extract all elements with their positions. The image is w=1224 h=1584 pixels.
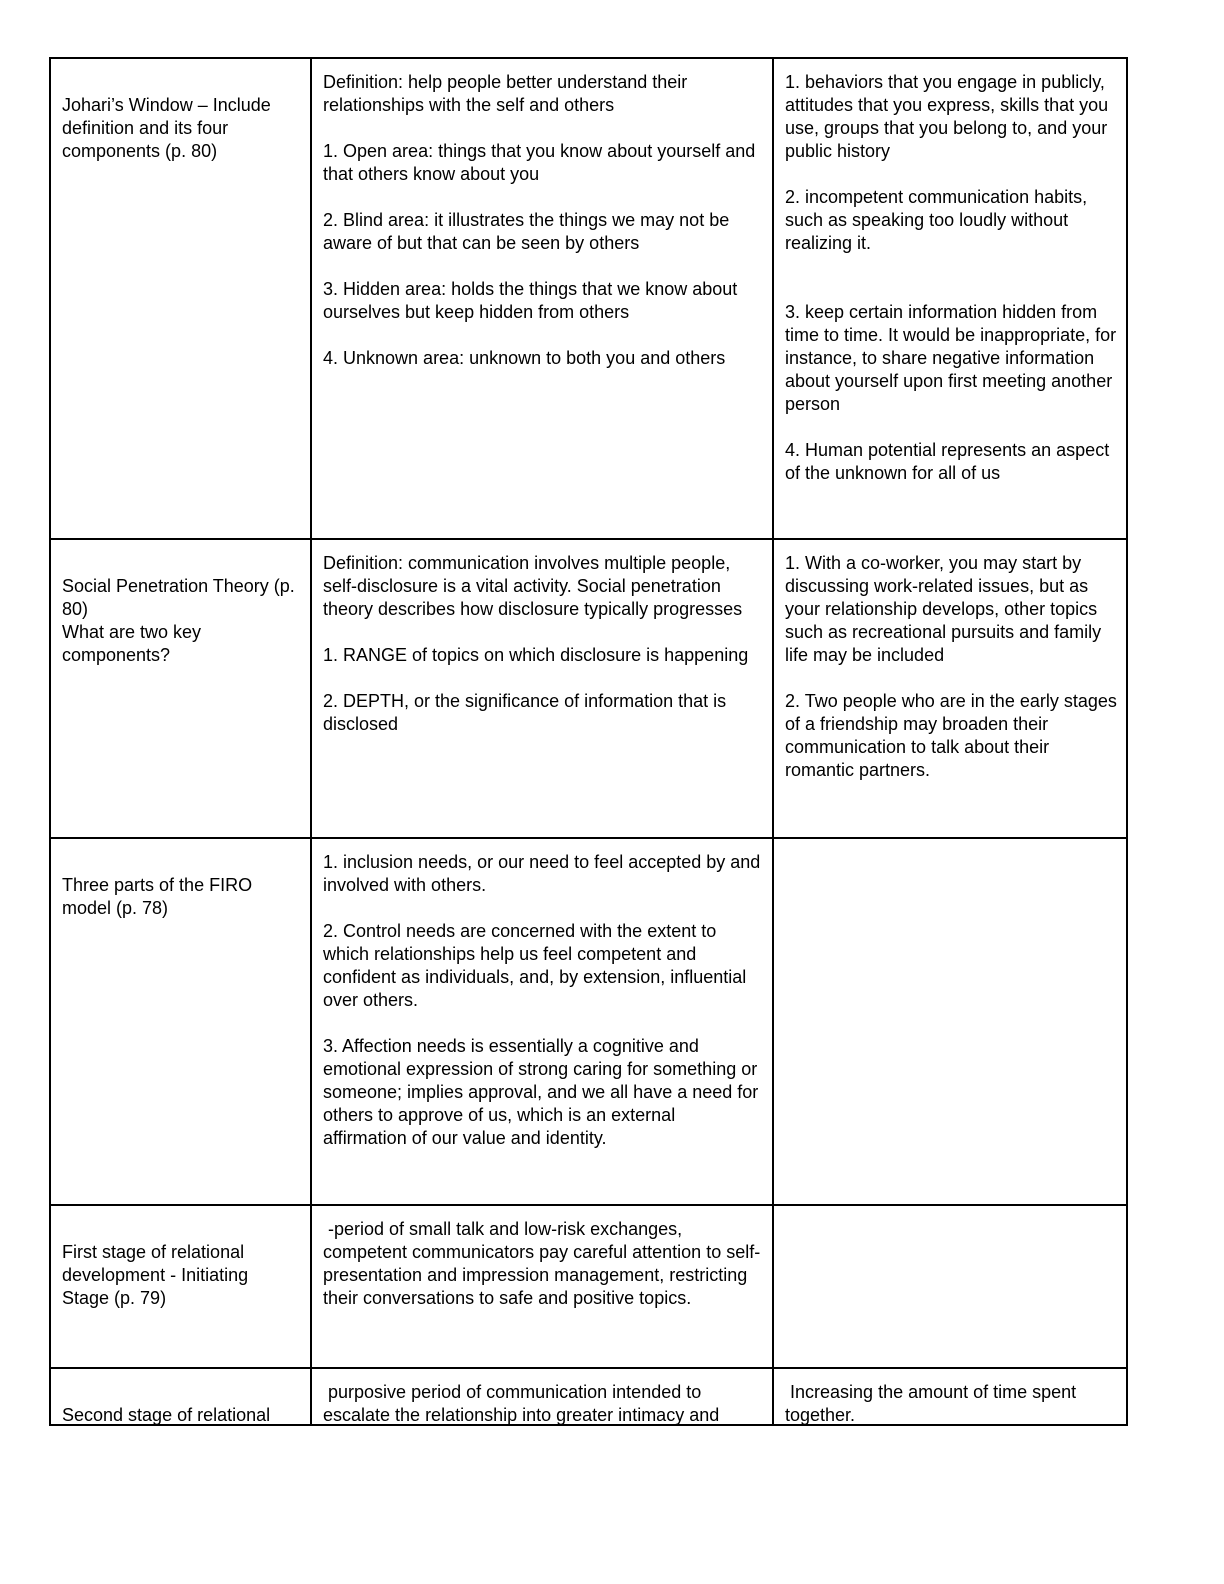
topic-cell bbox=[51, 1369, 310, 1426]
cell-paragraph: Johari’s Window – Include definition and its four components (p. 80) bbox=[62, 95, 276, 161]
table-row bbox=[51, 540, 1126, 839]
blank-line bbox=[785, 278, 1118, 301]
definition-cell bbox=[310, 1369, 772, 1426]
cell-paragraph: 1. With a co-worker, you may start by discussing work-related issues, but as your relationship develops, other topics such as recreational pursuits and family life may be included bbox=[785, 553, 1107, 665]
table-row bbox=[51, 839, 1126, 1206]
cell-paragraph: 2. Two people who are in the early stages of a friendship may broaden their communication to talk about their romantic partners. bbox=[785, 691, 1122, 780]
blank-line bbox=[62, 851, 300, 874]
cell-paragraph: Social Penetration Theory (p. 80) bbox=[62, 576, 300, 619]
cell-paragraph: -period of small talk and low-risk exchanges, competent communicators pay careful attention to self-presentation and impression management, restricting their conversations to safe and positive topics. bbox=[323, 1219, 761, 1308]
definition-cell bbox=[310, 839, 772, 1204]
example-cell bbox=[772, 540, 1126, 837]
cell-paragraph: 1. RANGE of topics on which disclosure is happening bbox=[323, 645, 749, 665]
blank-line bbox=[785, 255, 1118, 278]
example-cell bbox=[772, 59, 1126, 538]
blank-line bbox=[62, 552, 300, 575]
cell-paragraph: 2. Control needs are concerned with the extent to which relationships help us feel competent and confident as individuals, and, by extension, influential over others. bbox=[323, 921, 752, 1010]
table-row bbox=[51, 1206, 1126, 1369]
example-cell bbox=[772, 839, 1126, 1204]
topic-cell bbox=[51, 540, 310, 837]
definition-cell bbox=[310, 59, 772, 538]
cell-paragraph: First stage of relational development - Initiating Stage (p. 79) bbox=[62, 1242, 254, 1308]
blank-line bbox=[323, 186, 762, 209]
cell-paragraph: 3. Affection needs is essentially a cognitive and emotional expression of strong caring for something or someone; implies approval, and we all have a need for others to approve of us, which is an external affirmation of our value and identity. bbox=[323, 1036, 764, 1148]
cell-paragraph: Definition: help people better understand their relationships with the self and others bbox=[323, 72, 693, 115]
cell-paragraph: 2. Blind area: it illustrates the things we may not be aware of but that can be seen by others bbox=[323, 210, 735, 253]
cell-paragraph: 2. DEPTH, or the significance of information that is disclosed bbox=[323, 691, 732, 734]
notes-table bbox=[49, 57, 1128, 1426]
topic-cell bbox=[51, 59, 310, 538]
blank-line bbox=[323, 255, 762, 278]
cell-paragraph: 1. behaviors that you engage in publicly, attitudes that you express, skills that you use, groups that you belong to, and your public history bbox=[785, 72, 1114, 161]
example-cell bbox=[772, 1369, 1126, 1426]
cell-paragraph: 1. inclusion needs, or our need to feel accepted by and involved with others. bbox=[323, 852, 766, 895]
cell-paragraph: purposive period of communication intended to escalate the relationship into greater intimacy and bbox=[323, 1382, 720, 1425]
cell-paragraph: 1. Open area: things that you know about yourself and that others know about you bbox=[323, 141, 761, 184]
cell-paragraph: Second stage of relational bbox=[62, 1405, 271, 1425]
blank-line bbox=[62, 71, 300, 94]
blank-line bbox=[323, 621, 762, 644]
blank-line bbox=[323, 1012, 762, 1035]
definition-cell bbox=[310, 1206, 772, 1367]
blank-line bbox=[323, 667, 762, 690]
cell-paragraph: 4. Unknown area: unknown to both you and others bbox=[323, 348, 726, 368]
blank-line bbox=[62, 1381, 300, 1404]
cell-paragraph: 4. Human potential represents an aspect of the unknown for all of us bbox=[785, 440, 1115, 483]
cell-paragraph: 3. Hidden area: holds the things that we know about ourselves but keep hidden from others bbox=[323, 279, 743, 322]
cell-paragraph: Three parts of the FIRO model (p. 78) bbox=[62, 875, 258, 918]
blank-line bbox=[785, 416, 1118, 439]
cell-paragraph: Increasing the amount of time spent together. bbox=[785, 1382, 1082, 1425]
cell-paragraph: 2. incompetent communication habits, such as speaking too loudly without realizing it. bbox=[785, 187, 1093, 253]
cell-paragraph: What are two key components? bbox=[62, 622, 207, 665]
blank-line bbox=[62, 1218, 300, 1241]
blank-line bbox=[323, 117, 762, 140]
blank-line bbox=[785, 163, 1118, 186]
topic-cell bbox=[51, 839, 310, 1204]
definition-cell bbox=[310, 540, 772, 837]
cell-paragraph: Definition: communication involves multiple people, self-disclosure is a vital activity. Social penetration theory describes how disclosure typically progresses bbox=[323, 553, 743, 619]
table-row bbox=[51, 59, 1126, 540]
blank-line bbox=[323, 897, 762, 920]
example-cell bbox=[772, 1206, 1126, 1367]
blank-line bbox=[785, 667, 1118, 690]
blank-line bbox=[323, 324, 762, 347]
topic-cell bbox=[51, 1206, 310, 1367]
cell-paragraph: 3. keep certain information hidden from time to time. It would be inappropriate, for instance, to share negative information about yourself upon first meeting another person bbox=[785, 302, 1122, 414]
table-row bbox=[51, 1369, 1126, 1426]
